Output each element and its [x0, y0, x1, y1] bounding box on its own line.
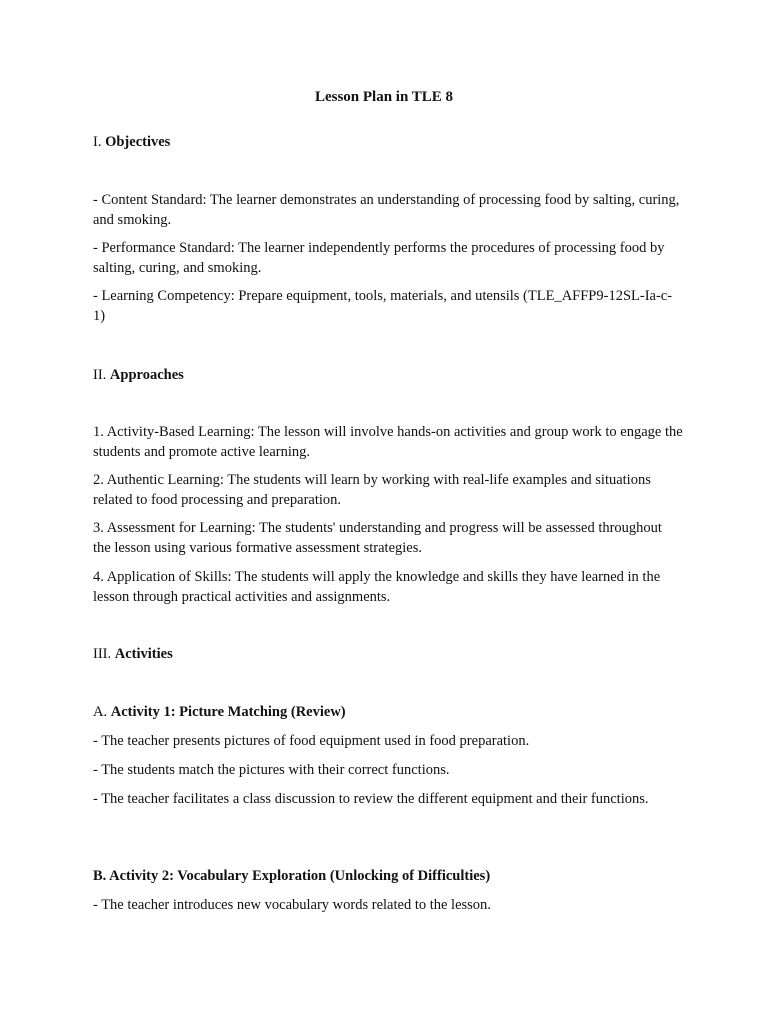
section-heading-objectives — [93, 133, 683, 153]
section-title: Activities — [114, 646, 173, 662]
approach-item-4: 4. Application of Skills: The students will apply the knowledge and skills they have learned in the lesson through practical activities and assignments. — [93, 569, 661, 605]
subsection-letter: A. — [93, 704, 108, 720]
objective-content-standard: - Content Standard: The learner demonstrates an understanding of processing food by salting, curing, and smoking. — [93, 192, 680, 228]
section-number: II. — [93, 367, 107, 383]
subsection-title: Activity 1: Picture Matching (Review) — [110, 704, 346, 720]
activity-a-heading — [93, 703, 683, 723]
section-title: Approaches — [109, 367, 184, 383]
activity-a-item-1: - The teacher presents pictures of food equipment used in food preparation. — [93, 733, 530, 749]
document-title: Lesson Plan in TLE 8 — [314, 89, 454, 105]
section-heading-approaches — [93, 366, 683, 386]
activity-b-heading: B. Activity 2: Vocabulary Exploration (Unlocking of Difficulties) — [93, 868, 491, 884]
approach-item-1: 1. Activity-Based Learning: The lesson will involve hands-on activities and group work to engage the students and promote active learning. — [93, 424, 683, 460]
approach-item-2: 2. Authentic Learning: The students will learn by working with real-life examples and situations related to food processing and preparation. — [93, 472, 651, 508]
activity-a-item-3: - The teacher facilitates a class discussion to review the different equipment and their functions. — [93, 791, 649, 807]
objective-performance-standard: - Performance Standard: The learner independently performs the procedures of processing food by salting, curing, and smoking. — [93, 240, 665, 276]
section-heading-activities — [93, 645, 683, 665]
section-title: Objectives — [105, 134, 171, 150]
approach-item-3: 3. Assessment for Learning: The students' understanding and progress will be assessed throughout the lesson using various formative assessment strategies. — [93, 520, 662, 556]
section-number: III. — [93, 646, 112, 662]
activity-b-item-1: - The teacher introduces new vocabulary words related to the lesson. — [93, 897, 491, 913]
section-number: I. — [93, 134, 102, 150]
activity-a-item-2: - The students match the pictures with their correct functions. — [93, 762, 450, 778]
objective-learning-competency: - Learning Competency: Prepare equipment, tools, materials, and utensils (TLE_AFFP9-12SL-Ia-c-1) — [93, 288, 673, 324]
